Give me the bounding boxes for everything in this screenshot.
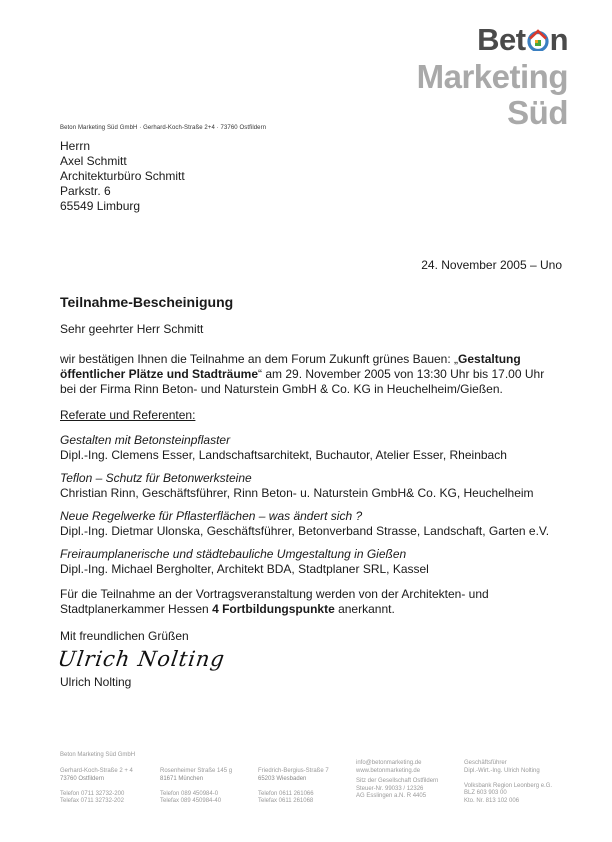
talk-item (60, 547, 560, 577)
sender-line: Beton Marketing Süd GmbH · Gerhard-Koch-Straße 2+4 · 73760 Ostfildern (60, 125, 267, 131)
recipient-company: Architekturbüro Schmitt (60, 169, 185, 183)
footer-col2-line: Telefon 089 450984-0 (160, 790, 219, 797)
talk-speaker: Dipl.-Ing. Dietmar Ulonska, Geschäftsführer, Betonverband Strasse, Landschaft, Garten e.V. (60, 524, 550, 538)
talk-title: Freiraumplanerische und städtebauliche Umgestaltung in Gießen (60, 547, 407, 561)
footer-col-contact (356, 760, 438, 801)
logo-line-sued: Süd (507, 94, 568, 131)
talks-heading: Referate und Referenten: (60, 408, 196, 422)
footer-col5-line: Dipl.-Wirt.-Ing. Ulrich Nolting (464, 767, 540, 774)
recipient-city: 65549 Limburg (60, 199, 141, 213)
logo-line-beton (477, 22, 568, 58)
talk-item (60, 433, 560, 463)
footer-col2-line: Telefax 089 450984-40 (160, 798, 222, 804)
intro-text-2: “ am 29. November 2005 von 13:30 Uhr bis 17.00 Uhr (258, 367, 545, 381)
letter-subject: Teilnahme-Bescheinigung (60, 294, 234, 310)
closing-text: Mit freundlichen Grüßen (60, 629, 189, 643)
handwritten-signature: Ulrich Nolting (56, 647, 227, 671)
intro-line-1 (60, 352, 560, 367)
logo-roof (530, 31, 546, 39)
credits-points: 4 Fortbildungspunkte (212, 602, 335, 616)
intro-bold-2: öffentlicher Plätze und Stadträume (60, 367, 259, 381)
footer-company: Beton Marketing Süd GmbH (60, 752, 136, 758)
footer-col3-line: 65203 Wiesbaden (258, 775, 307, 782)
talk-item (60, 509, 560, 539)
footer-col4-line: www.betonmarketing.de (356, 767, 421, 774)
talk-item (60, 471, 560, 501)
intro-bold-1: Gestaltung (458, 352, 521, 366)
logo-house-svg (527, 29, 549, 51)
footer-col-management (464, 760, 552, 805)
footer-col3-line (258, 783, 329, 791)
intro-line-2 (60, 367, 560, 382)
footer-col2-line: 81671 München (160, 775, 204, 782)
signature-name: Ulrich Nolting (60, 675, 132, 689)
footer-col5-line (464, 775, 552, 783)
footer-col5-line: BLZ 603 903 00 (464, 790, 507, 796)
footer-col2-line: Rosenheimer Straße 145 g (160, 768, 233, 774)
footer-col1-line (60, 783, 133, 791)
footer-col-stuttgart (60, 768, 133, 806)
talk-title: Neue Regelwerke für Pflasterflächen – was ändert sich ? (60, 509, 363, 523)
footer-col1-line: Telefax 0711 32732-202 (60, 798, 124, 804)
recipient-salutation: Herrn (60, 139, 91, 153)
talk-speaker: Dipl.-Ing. Clemens Esser, Landschaftsarchitekt, Buchautor, Atelier Esser, Rheinbach (60, 448, 507, 462)
footer-col4-line: AG Esslingen a.N. R 4405 (356, 793, 427, 799)
logo-house-icon (527, 23, 549, 45)
recipient-street: Parkstr. 6 (60, 184, 111, 198)
footer-col-wiesbaden (258, 768, 329, 806)
credits-line-1: Für die Teilnahme an der Vortragsveranstaltung werden von der Architekten- und (60, 587, 489, 601)
talk-speaker: Dipl.-Ing. Michael Bergholter, Architekt BDA, Stadtplaner SRL, Kassel (60, 562, 429, 576)
footer-col-muenchen (160, 768, 232, 806)
footer-col5-line: Volksbank Region Leonberg e.G. (464, 782, 553, 789)
footer-col1-line: 73760 Ostfildern (60, 775, 105, 782)
footer-col3-line: Telefax 0611 261068 (258, 798, 314, 804)
footer-col4-line: Steuer-Nr. 99033 / 12326 (356, 785, 424, 792)
footer-col4-line: info@betonmarketing.de (356, 760, 422, 766)
footer-col1-line: Gerhard-Koch-Straße 2 + 4 (60, 768, 133, 774)
intro-line-3: bei der Firma Rinn Beton- und Naturstein GmbH & Co. KG in Heuchelheim/Gießen. (60, 382, 503, 396)
footer-col3-line: Telefon 0611 261066 (258, 790, 314, 797)
talk-title: Gestalten mit Betonsteinpflaster (60, 433, 231, 447)
intro-paragraph (60, 352, 560, 397)
footer-col2-line (160, 783, 232, 791)
footer-col5-line: Geschäftsführer (464, 760, 507, 766)
letter-greeting: Sehr geehrter Herr Schmitt (60, 322, 204, 336)
credits-text-a: Stadtplanerkammer Hessen (60, 602, 213, 616)
logo-text-n: n (549, 22, 568, 57)
footer-col5-line: Kto. Nr. 813 102 006 (464, 797, 520, 804)
logo-text-bet: Bet (477, 22, 526, 57)
recipient-name: Axel Schmitt (60, 154, 127, 168)
footer-col1-line: Telefon 0711 32732-200 (60, 790, 125, 797)
credits-text-c: anerkannt. (334, 602, 395, 616)
credits-line-2 (60, 602, 560, 617)
talk-speaker: Christian Rinn, Geschäftsführer, Rinn Beton- u. Naturstein GmbH& Co. KG, Heuchelheim (60, 486, 534, 500)
intro-text-1: wir bestätigen Ihnen die Teilnahme an dem Forum Zukunft grünes Bauen: „ (60, 352, 459, 366)
credits-paragraph (60, 587, 560, 617)
footer-col3-line: Friedrich-Bergius-Straße 7 (258, 768, 329, 774)
letter-date: 24. November 2005 – Uno (421, 258, 562, 272)
logo-line-marketing: Marketing (416, 58, 568, 95)
footer-col4-line: Sitz der Gesellschaft Ostfildern (356, 778, 439, 784)
logo-window-accent (535, 40, 538, 43)
talk-title: Teflon – Schutz für Betonwerksteine (60, 471, 252, 485)
recipient-address (60, 139, 185, 214)
